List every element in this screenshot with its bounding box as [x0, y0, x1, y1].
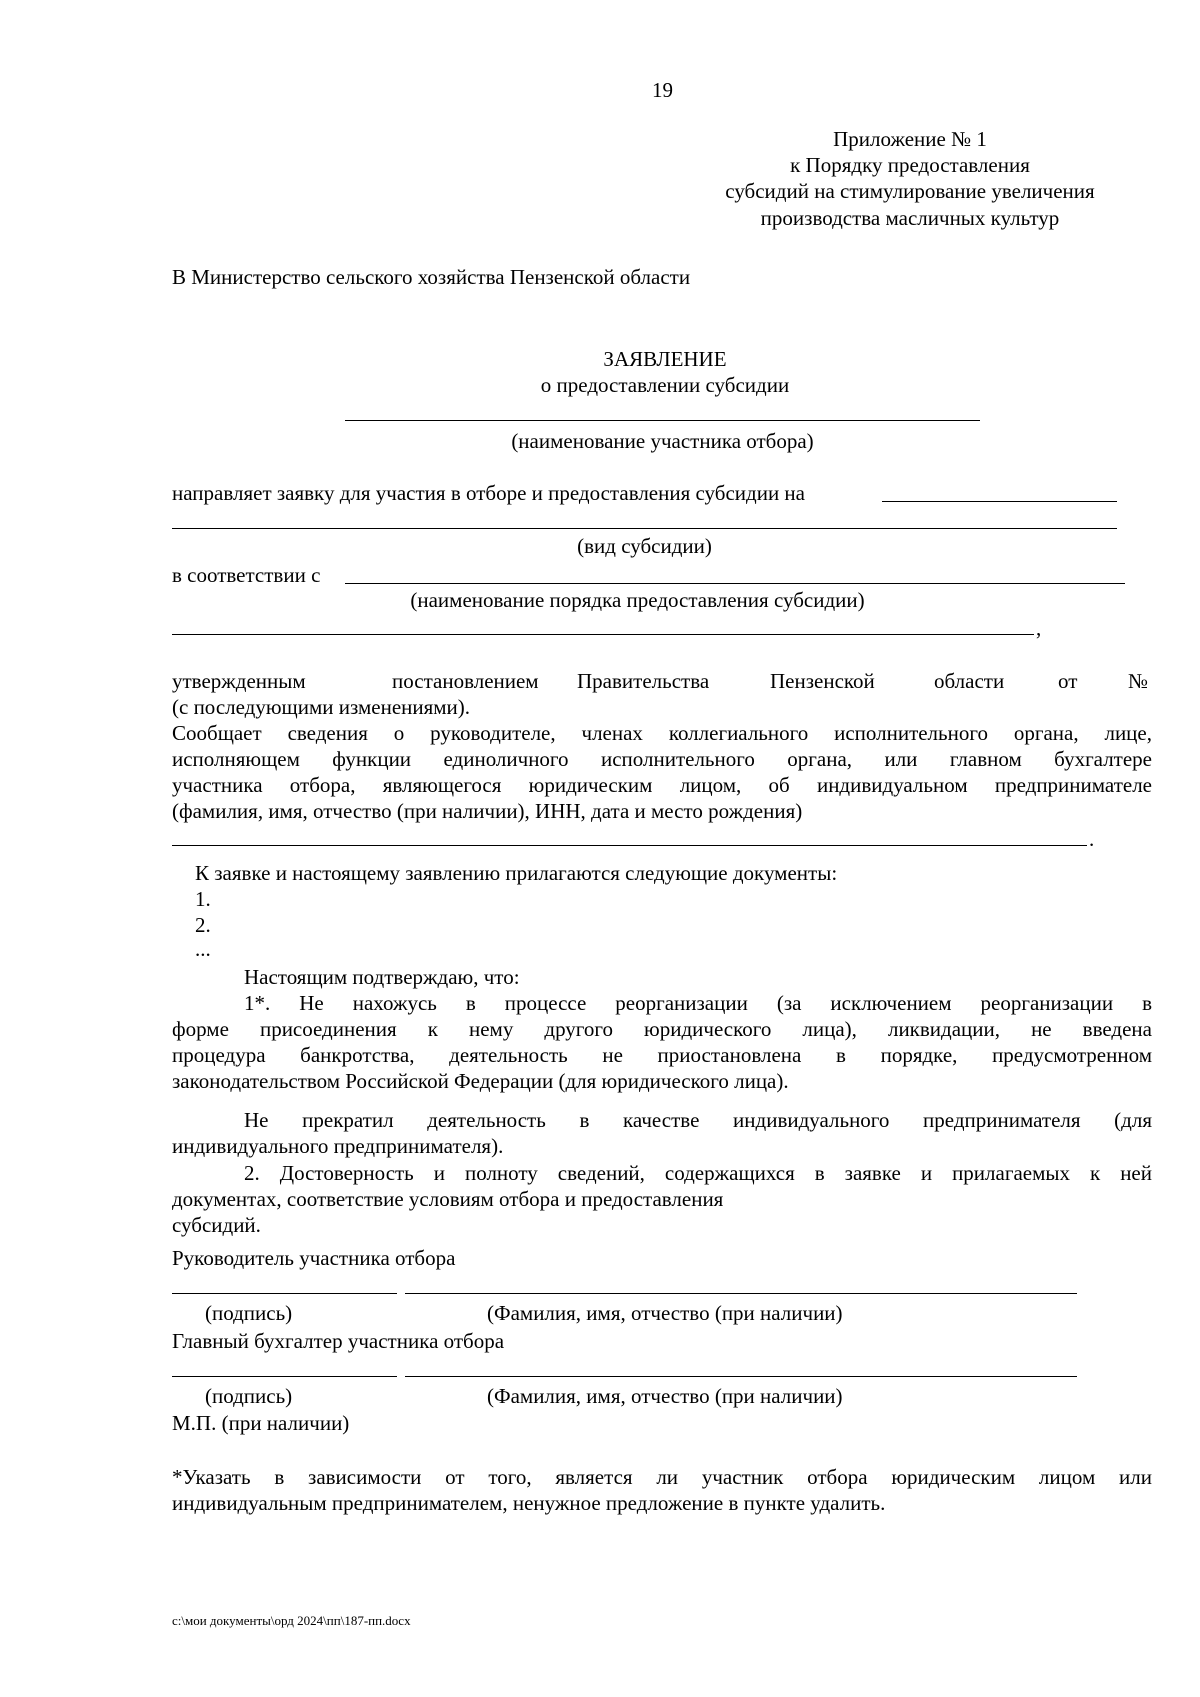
approved-word-6: от [1058, 669, 1078, 693]
subsidy-type-caption: (вид субсидии) [577, 534, 712, 558]
appendix-line-4: производства масличных культур [760, 206, 1060, 230]
amendments: (с последующими изменениями). [172, 695, 471, 719]
item-1b-line-1: Не прекратил деятельность в качестве индивидуального предпринимателя (для [244, 1108, 1152, 1132]
head-signature-caption: (подпись) [205, 1301, 293, 1325]
attachment-1: 1. [195, 887, 211, 911]
info-line-2: исполняющем функции единоличного исполнительного органа, или главном бухгалтере [172, 747, 1152, 771]
item-2-line-1: 2. Достоверность и полноту сведений, содержащихся в заявке и прилагаемых к ней [244, 1161, 1152, 1185]
file-path: c:\мои документы\орд 2024\пп\187-пп.docx [172, 1613, 411, 1628]
item-1-line-2: форме присоединения к нему другого юридического лица), ликвидации, не введена [172, 1017, 1152, 1041]
head-fio-caption: (Фамилия, имя, отчество (при наличии) [487, 1301, 843, 1325]
subsidy-type-line-2 [172, 528, 1117, 529]
info-paragraph [172, 720, 1152, 824]
head-signature-line [172, 1293, 397, 1294]
document-subtitle: о предоставлении субсидии [540, 373, 790, 397]
subsidy-type-line-1 [882, 501, 1117, 502]
attachment-more: ... [195, 937, 211, 961]
addressee: В Министерство сельского хозяйства Пензенской области [172, 265, 691, 289]
info-fill-line [172, 845, 1087, 846]
item-1b-line-2: индивидуального предпринимателя). [172, 1134, 504, 1158]
head-label: Руководитель участника отбора [172, 1246, 456, 1270]
stamp-note: М.П. (при наличии) [172, 1411, 350, 1435]
approved-word-7: № [1128, 669, 1149, 693]
participant-caption: (наименование участника отбора) [511, 429, 814, 453]
approved-word-1: утвержденным [172, 669, 306, 693]
document-title: ЗАЯВЛЕНИЕ [603, 347, 727, 371]
info-line-3: участника отбора, являющегося юридическим лицом, об индивидуальном предпринимателе [172, 773, 1152, 797]
request-text: направляет заявку для участия в отборе и предоставления субсидии на [172, 481, 805, 505]
footnote-line-1: *Указать в зависимости от того, является ли участник отбора юридическим лицом или [172, 1465, 1152, 1489]
footnote [172, 1464, 1152, 1516]
approved-word-3: Правительства [577, 669, 710, 693]
participant-name-line [345, 420, 980, 421]
approved-word-5: области [934, 669, 1005, 693]
confirm-intro: Настоящим подтверждаю, что: [244, 965, 520, 989]
accountant-signature-caption: (подпись) [205, 1384, 293, 1408]
accountant-signature-line [172, 1376, 397, 1377]
appendix-line-3: субсидий на стимулирование увеличения [725, 179, 1095, 203]
approved-word-4: Пензенской [770, 669, 875, 693]
item-1-paragraph [172, 990, 1152, 1094]
procedure-line-1 [345, 583, 1125, 584]
item-2-line-2: документах, соответствие условиям отбора и предоставления [172, 1187, 724, 1211]
procedure-line-2 [172, 634, 1034, 635]
accountant-fio-line [405, 1376, 1077, 1377]
item-1-line-3: процедура банкротства, деятельность не приостановлена в порядке, предусмотренном [172, 1043, 1152, 1067]
item-2-paragraph [172, 1160, 1152, 1238]
attachments-intro: К заявке и настоящему заявлению прилагаются следующие документы: [195, 861, 838, 885]
item-1-line-1: 1*. Не нахожусь в процессе реорганизации (за исключением реорганизации в [244, 991, 1152, 1015]
attachment-2: 2. [195, 913, 211, 937]
appendix-line-1: Приложение № 1 [833, 127, 987, 151]
info-line-1: Сообщает сведения о руководителе, членах коллегиального исполнительного органа, лице, [172, 721, 1152, 745]
page-number: 19 [652, 78, 673, 102]
appendix-line-2: к Порядку предоставления [790, 153, 1030, 177]
head-fio-line [405, 1293, 1077, 1294]
comma: , [1036, 616, 1042, 640]
approved-word-2: постановлением [392, 669, 539, 693]
item-1-line-4: законодательством Российской Федерации (для юридического лица). [172, 1069, 789, 1093]
info-line-4: (фамилия, имя, отчество (при наличии), ИНН, дата и место рождения) [172, 799, 803, 823]
accountant-fio-caption: (Фамилия, имя, отчество (при наличии) [487, 1384, 843, 1408]
accountant-label: Главный бухгалтер участника отбора [172, 1329, 505, 1353]
accordance-text: в соответствии с [172, 563, 321, 587]
period: . [1089, 827, 1095, 851]
procedure-caption: (наименование порядка предоставления субсидии) [410, 588, 865, 612]
footnote-line-2: индивидуальным предпринимателем, ненужное предложение в пункте удалить. [172, 1491, 886, 1515]
item-1b-paragraph [172, 1107, 1152, 1159]
item-2-line-3: субсидий. [172, 1213, 261, 1237]
